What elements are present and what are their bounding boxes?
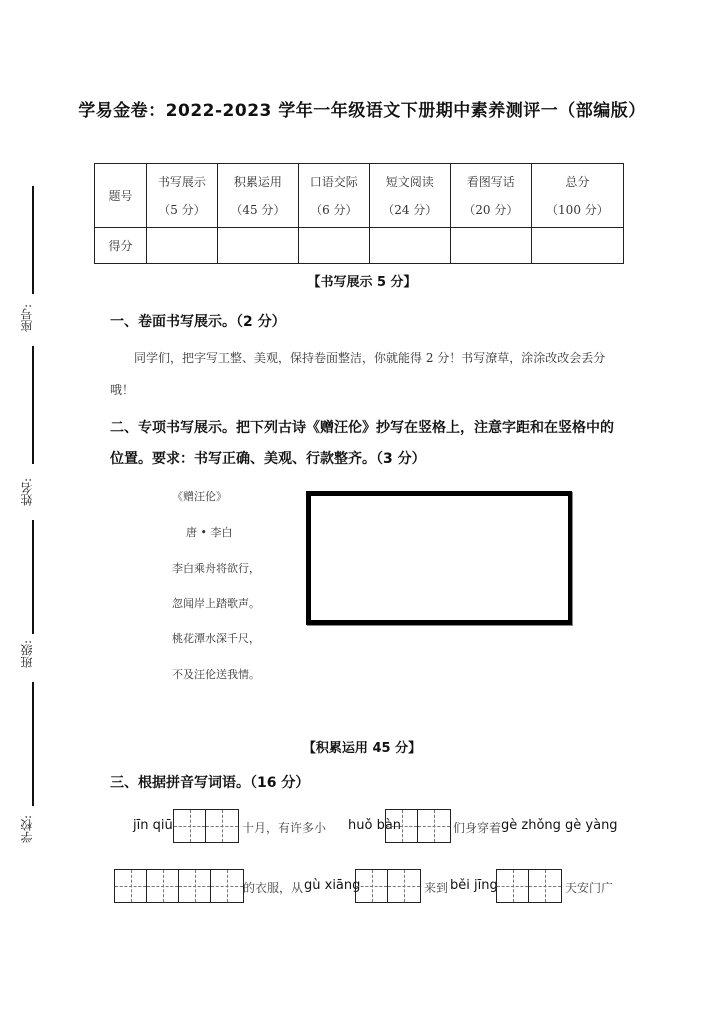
grid-cell[interactable] (211, 870, 243, 902)
section-heading-accumulation: 【积累运用 45 分】 (302, 741, 422, 756)
grid-cell[interactable] (174, 810, 206, 842)
grid-cell[interactable] (388, 870, 420, 902)
column-name: 看图写话 (466, 174, 515, 189)
question-3-title: 三、根据拼音写词语。（16 分） (110, 775, 310, 791)
score-cell[interactable] (369, 228, 450, 264)
score-cell[interactable] (531, 228, 623, 264)
name-label: 姓名: (20, 477, 34, 507)
page-title: 学易金卷：2022-2023 学年一年级语文下册期中素养测评一（部编版） (78, 101, 646, 121)
class-label: 班级: (20, 639, 34, 669)
poem-line: 桃花潭水深千尺， (172, 632, 260, 645)
column-points: （20 分） (463, 202, 519, 217)
pinyin-huoban: huǒ bàn (348, 818, 402, 833)
sentence-text: 十月，有许多小 (242, 821, 327, 835)
sentence-text: 来到 (424, 881, 449, 895)
column-accumulation (217, 164, 298, 228)
grid-cell[interactable] (179, 870, 211, 902)
score-cell[interactable] (217, 228, 298, 264)
binding-line (32, 520, 34, 634)
grid-cell[interactable] (206, 810, 238, 842)
answer-grid-5[interactable] (496, 869, 562, 903)
grid-cell[interactable] (147, 870, 179, 902)
question-1-body: 同学们，把字写工整、美观，保持卷面整洁，你就能得 2 分！书写潦草，涂涂改改会丢分哦！ (110, 351, 606, 397)
column-name: 书写展示 (157, 174, 206, 189)
school-label: 学校: (20, 814, 34, 844)
seat-number-label: 座号: (20, 303, 34, 333)
column-points: （5 分） (158, 202, 206, 217)
column-oral (298, 164, 369, 228)
column-points: （45 分） (230, 202, 286, 217)
poem-line: 忽闻岸上踏歌声。 (172, 597, 260, 610)
sentence-text: 的衣服，从 (243, 881, 304, 895)
column-name: 短文阅读 (385, 174, 434, 189)
answer-grid-2[interactable] (385, 809, 451, 843)
column-name: 积累运用 (233, 174, 282, 189)
score-row-header: 得分 (95, 228, 147, 264)
answer-grid-3[interactable] (114, 869, 244, 903)
binding-line (32, 346, 34, 464)
poem-writing-box[interactable] (306, 491, 572, 625)
answer-grid-4[interactable] (355, 869, 421, 903)
score-cell[interactable] (147, 228, 218, 264)
column-picture-writing (450, 164, 531, 228)
poem-title: 《赠汪伦》 (172, 490, 227, 503)
score-cell[interactable] (298, 228, 369, 264)
grid-cell[interactable] (529, 870, 561, 902)
score-table (94, 163, 624, 264)
poem-line: 不及汪伦送我情。 (172, 668, 260, 681)
question-1-title: 一、卷面书写展示。（2 分） (110, 314, 286, 330)
pinyin-beijing: běi jīng (450, 878, 498, 893)
column-name: 总分 (565, 174, 590, 189)
grid-cell[interactable] (497, 870, 529, 902)
question-2-title: 二、专项书写展示。把下列古诗《赠汪伦》抄写在竖格上，注意字距和在竖格中的位置。要求：书写正确、美观、行款整齐。（3 分） (110, 420, 614, 467)
column-points: （24 分） (382, 202, 438, 217)
column-points: （6 分） (310, 202, 358, 217)
sentence-text: 天安门广 (565, 881, 614, 895)
pinyin-guxiang: gù xiāng (304, 878, 361, 893)
score-cell[interactable] (450, 228, 531, 264)
answer-grid-1[interactable] (173, 809, 239, 843)
column-name: 口语交际 (309, 174, 358, 189)
section-heading-writing: 【书写展示 5 分】 (307, 275, 417, 290)
poem-author: 唐 • 李白 (186, 526, 233, 539)
column-writing (147, 164, 218, 228)
poem-line: 李白乘舟将欲行， (172, 562, 260, 575)
grid-cell[interactable] (418, 810, 450, 842)
grid-cell[interactable] (386, 810, 418, 842)
grid-cell[interactable] (356, 870, 388, 902)
grid-cell[interactable] (115, 870, 147, 902)
pinyin-jinqiu: jīn qiū (133, 818, 173, 833)
column-total (531, 164, 623, 228)
pinyin-gezhonggeyang: gè zhǒng gè yàng (501, 818, 618, 833)
question-number-header: 题号 (95, 164, 147, 228)
column-points: （100 分） (546, 202, 609, 217)
sentence-text: 们身穿着 (453, 821, 502, 835)
column-reading (369, 164, 450, 228)
